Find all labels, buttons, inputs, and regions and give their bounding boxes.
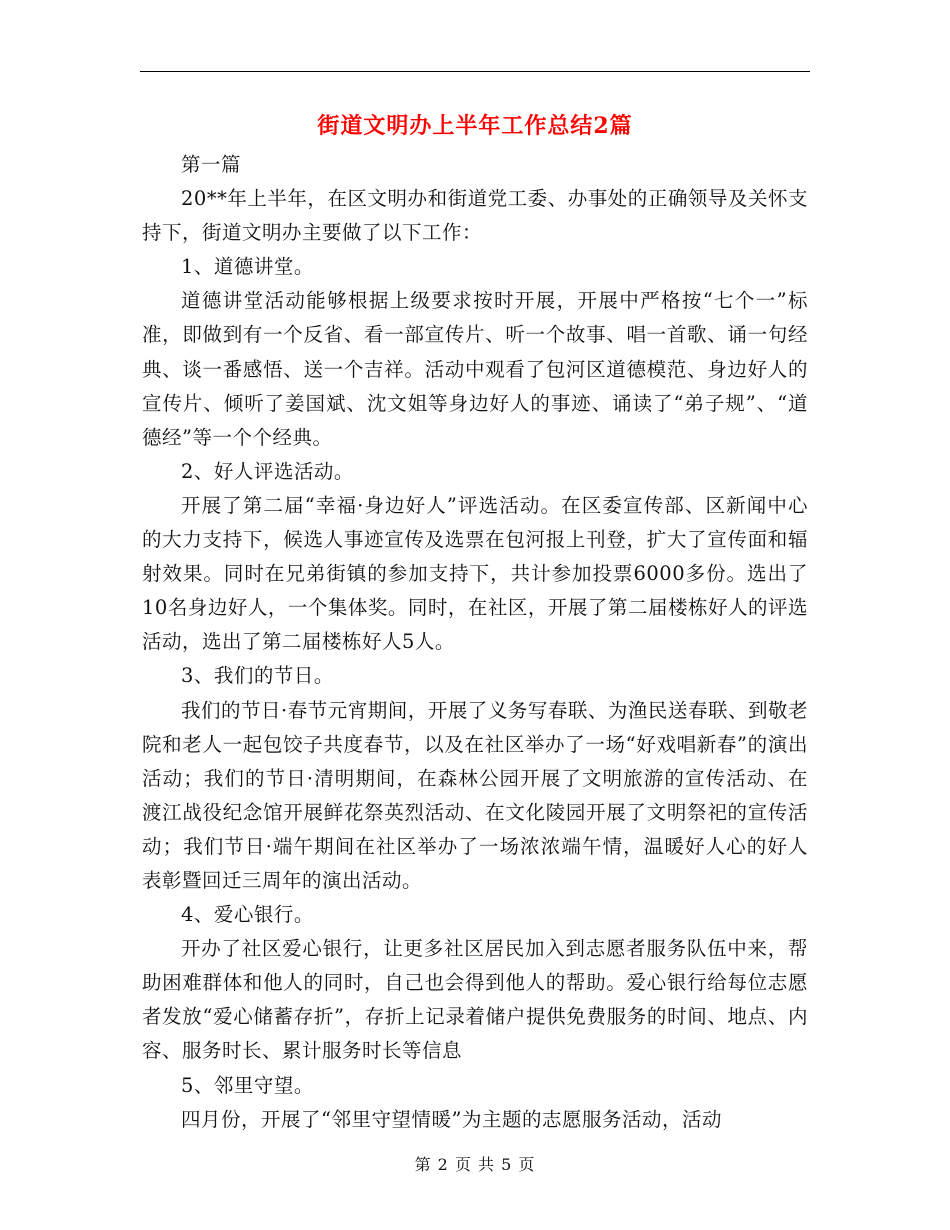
body-paragraph-good-people: 开展了第二届“幸福·身边好人”评选活动。在区委宣传部、区新闻中心的大力支持下，候选人事迹宣传及选票在包河报上刊登，扩大了宣传面和辐射效果。同时在兄弟街镇的参加支持下，共计参加投票6000多份。选出了10名身边好人，一个集体奖。同时，在社区，开展了第二届楼栋好人的评选活动，选出了第二届楼栋好人5人。 [142, 493, 808, 654]
intro-paragraph: 20**年上半年，在区文明办和街道党工委、办事处的正确领导及关怀支持下，街道文明办主要做了以下工作： [142, 187, 808, 245]
page-footer [0, 1152, 950, 1175]
item-heading-festivals: 3、我们的节日。 [181, 664, 334, 688]
body-paragraph-neighbors: 四月份，开展了“邻里守望情暖”为主题的志愿服务活动，活动 [181, 1107, 722, 1131]
item-heading-good-people: 2、好人评选活动。 [181, 459, 354, 483]
header-rule [140, 71, 810, 72]
item-heading-neighbors: 5、邻里守望。 [181, 1073, 314, 1097]
body-paragraph-love-bank: 开办了社区爱心银行，让更多社区居民加入到志愿者服务队伍中来，帮助困难群体和他人的同时，自己也会得到他人的帮助。爱心银行给每位志愿者发放“爱心储蓄存折”，存折上记录着储户提供免费服务的时间、地点、内容、服务时长、累计服务时长等信息 [142, 937, 808, 1063]
document-title: 街道文明办上半年工作总结2篇 [317, 113, 633, 139]
body-paragraph-festivals: 我们的节日·春节元宵期间，开展了义务写春联、为渔民送春联、到敬老院和老人一起包饺子共度春节，以及在社区举办了一场“好戏唱新春”的演出活动；我们的节日·清明期间，在森林公园开展了文明旅游的宣传活动、在渡江战役纪念馆开展鲜花祭英烈活动、在文化陵园开展了文明祭祀的宣传活动；我们节日·端午期间在社区举办了一场浓浓端午情，温暖好人心的好人表彰暨回迁三周年的演出活动。 [142, 698, 808, 892]
item-heading-love-bank: 4、爱心银行。 [181, 903, 314, 927]
item-heading-moral-lecture: 1、道德讲堂。 [181, 255, 314, 279]
page-number: 第 2 页 共 5 页 [414, 1155, 536, 1174]
body-paragraph-moral-lecture: 道德讲堂活动能够根据上级要求按时开展，开展中严格按“七个一”标准，即做到有一个反省、看一部宣传片、听一个故事、唱一首歌、诵一句经典、谈一番感悟、送一个吉祥。活动中观看了包河区道德模范、身边好人的宣传片、倾听了姜国斌、沈文姐等身边好人的事迹、诵读了“弟子规”、“道德经”等一个个经典。 [142, 289, 808, 449]
section-heading: 第一篇 [181, 153, 242, 176]
document-body [142, 148, 808, 1137]
